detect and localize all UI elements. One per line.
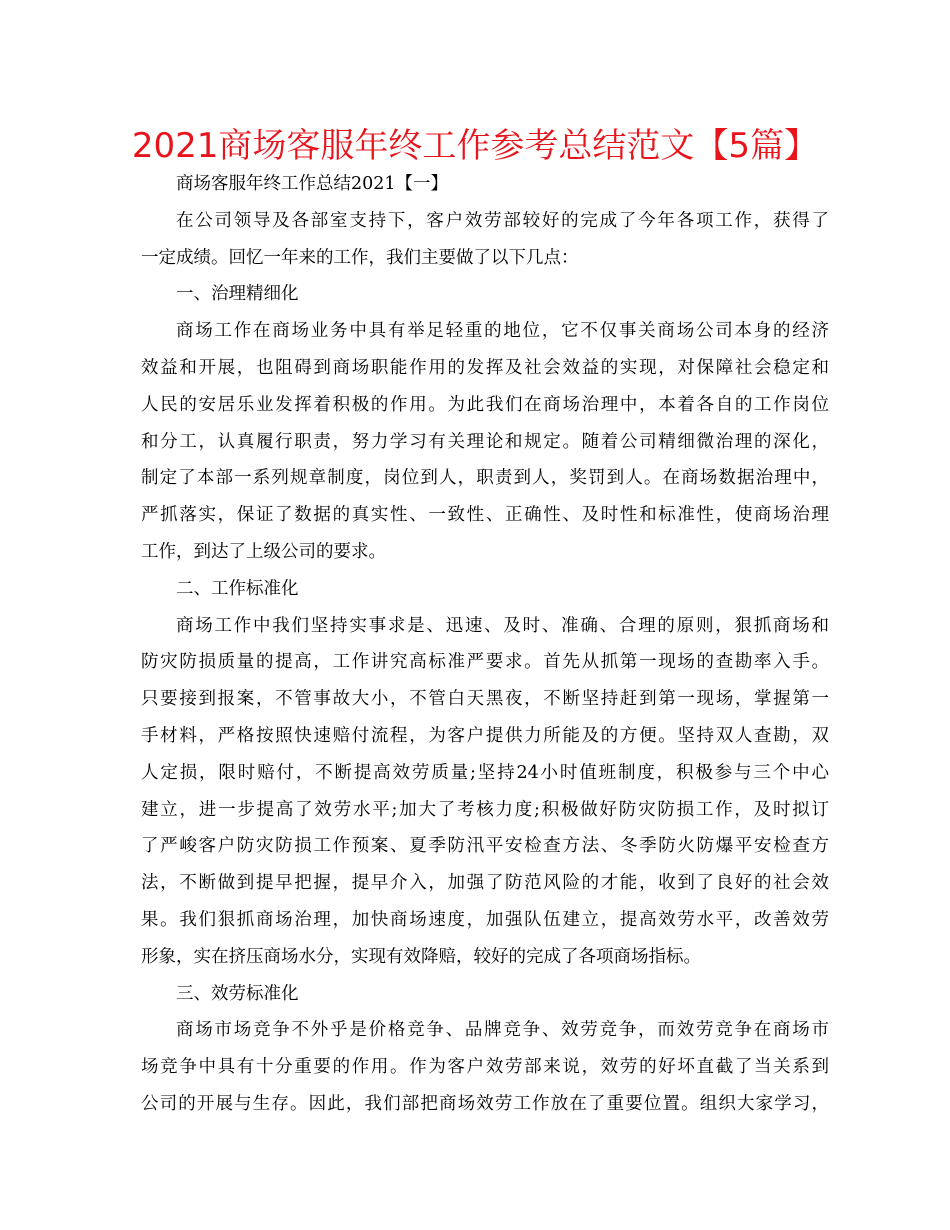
paragraph-line: 在公司领导及各部室支持下，客户效劳部较好的完成了今年各项工作，获得了 — [176, 210, 829, 231]
paragraph-line: 严抓落实，保证了数据的真实性、一致性、正确性、及时性和标准性，使商场治理 — [141, 505, 829, 526]
paragraph-line: 建立，进一步提高了效劳水平;加大了考核力度;积极做好防灾防损工作，及时拟订 — [141, 799, 829, 820]
paragraph-line: 三、效劳标准化 — [176, 983, 299, 1004]
document-title: 2021商场客服年终工作参考总结范文【5篇】 — [131, 126, 819, 166]
paragraph-line: 人民的安居乐业发挥着积极的作用。为此我们在商场治理中，本着各自的工作岗位 — [141, 394, 829, 415]
paragraph-line: 效益和开展，也阻碍到商场职能作用的发挥及社会效益的实现，对保障社会稳定和 — [141, 357, 829, 378]
paragraph-line: 了严峻客户防灾防损工作预案、夏季防汛平安检查方法、冬季防火防爆平安检查方 — [141, 836, 829, 857]
paragraph-line: 公司的开展与生存。因此，我们部把商场效劳工作放在了重要位置。组织大家学习， — [141, 1093, 829, 1114]
paragraph-line: 一定成绩。回忆一年来的工作，我们主要做了以下几点： — [141, 247, 579, 268]
paragraph-line: 果。我们狠抓商场治理，加快商场速度，加强队伍建立，提高效劳水平，改善效劳 — [141, 909, 829, 930]
paragraph-line: 形象，实在挤压商场水分，实现有效降赔，较好的完成了各项商场指标。 — [141, 946, 701, 967]
paragraph-line: 只要接到报案，不管事故大小，不管白天黑夜，不断坚持赶到第一现场，掌握第一 — [141, 689, 829, 710]
paragraph-line: 商场工作中我们坚持实事求是、迅速、及时、准确、合理的原则，狠抓商场和 — [176, 615, 829, 636]
paragraph-line: 商场市场竞争不外乎是价格竞争、品牌竞争、效劳竞争，而效劳竞争在商场市 — [176, 1020, 829, 1041]
paragraph-line: 制定了本部一系列规章制度，岗位到人，职责到人，奖罚到人。在商场数据治理中， — [141, 468, 829, 489]
paragraph-line: 法，不断做到提早把握，提早介入，加强了防范风险的才能，收到了良好的社会效 — [141, 873, 829, 894]
paragraph-line: 商场客服年终工作总结2021【一】 — [176, 174, 449, 194]
paragraph-line: 一、治理精细化 — [176, 284, 299, 305]
paragraph-line: 二、工作标准化 — [176, 578, 299, 599]
paragraph-line: 工作，到达了上级公司的要求。 — [141, 541, 386, 562]
paragraph-line: 人定损，限时赔付，不断提高效劳质量;坚持24小时值班制度，积极参与三个中心 — [141, 762, 829, 783]
paragraph-line: 手材料，严格按照快速赔付流程，为客户提供力所能及的方便。坚持双人查勘，双 — [141, 725, 829, 746]
paragraph-line: 场竞争中具有十分重要的作用。作为客户效劳部来说，效劳的好坏直截了当关系到 — [141, 1057, 829, 1078]
paragraph-line: 商场工作在商场业务中具有举足轻重的地位，它不仅事关商场公司本身的经济 — [176, 321, 829, 342]
paragraph-line: 防灾防损质量的提高，工作讲究高标准严要求。首先从抓第一现场的查勘率入手。 — [141, 652, 829, 673]
paragraph-line: 和分工，认真履行职责，努力学习有关理论和规定。随着公司精细微治理的深化， — [141, 431, 829, 452]
document-body — [141, 166, 829, 1123]
